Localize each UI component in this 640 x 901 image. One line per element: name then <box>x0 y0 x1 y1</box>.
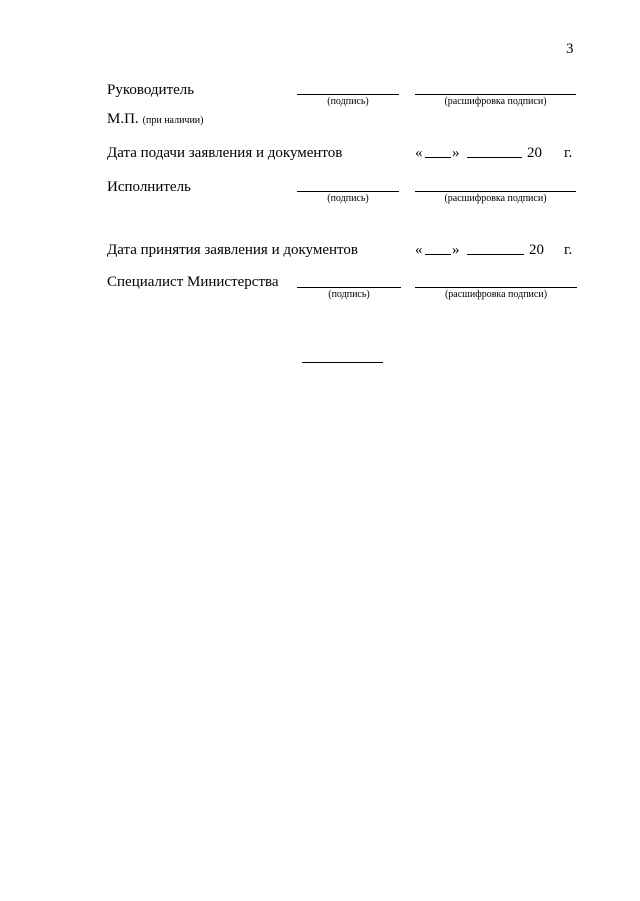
head-decode-line[interactable] <box>415 94 576 95</box>
head-decode-caption: (расшифровка подписи) <box>444 96 547 107</box>
closing-divider <box>302 362 383 363</box>
ministry-decode-caption: (расшифровка подписи) <box>444 289 548 300</box>
submission-year-prefix: 20 <box>527 145 542 161</box>
stamp-row <box>107 110 204 128</box>
acceptance-year-prefix: 20 <box>529 242 544 258</box>
executor-label: Исполнитель <box>107 179 191 195</box>
head-signature-caption: (подпись) <box>327 96 369 107</box>
head-signature-line[interactable] <box>297 94 399 95</box>
ministry-signature-line[interactable] <box>297 287 401 288</box>
acceptance-date-label: Дата принятия заявления и документов <box>107 242 358 258</box>
submission-month-line[interactable] <box>467 157 522 158</box>
stamp-note: (при наличии) <box>142 115 204 126</box>
acceptance-month-line[interactable] <box>467 254 524 255</box>
acceptance-day-line[interactable] <box>425 254 451 255</box>
submission-year-suffix: г. <box>564 145 573 161</box>
acceptance-quote-close: » <box>452 242 460 258</box>
submission-quote-close: » <box>452 145 460 161</box>
ministry-specialist-label: Специалист Министерства <box>107 274 279 290</box>
executor-decode-line[interactable] <box>415 191 576 192</box>
ministry-signature-caption: (подпись) <box>328 289 370 300</box>
ministry-decode-line[interactable] <box>415 287 577 288</box>
executor-decode-caption: (расшифровка подписи) <box>444 193 547 204</box>
submission-quote-open: « <box>415 145 423 161</box>
stamp-label: М.П. <box>107 111 139 127</box>
submission-day-line[interactable] <box>425 157 451 158</box>
page-number: 3 <box>566 41 574 57</box>
acceptance-year-suffix: г. <box>564 242 573 258</box>
head-label: Руководитель <box>107 82 195 98</box>
submission-date-label: Дата подачи заявления и документов <box>107 145 343 161</box>
executor-signature-caption: (подпись) <box>327 193 369 204</box>
acceptance-quote-open: « <box>415 242 423 258</box>
executor-signature-line[interactable] <box>297 191 399 192</box>
